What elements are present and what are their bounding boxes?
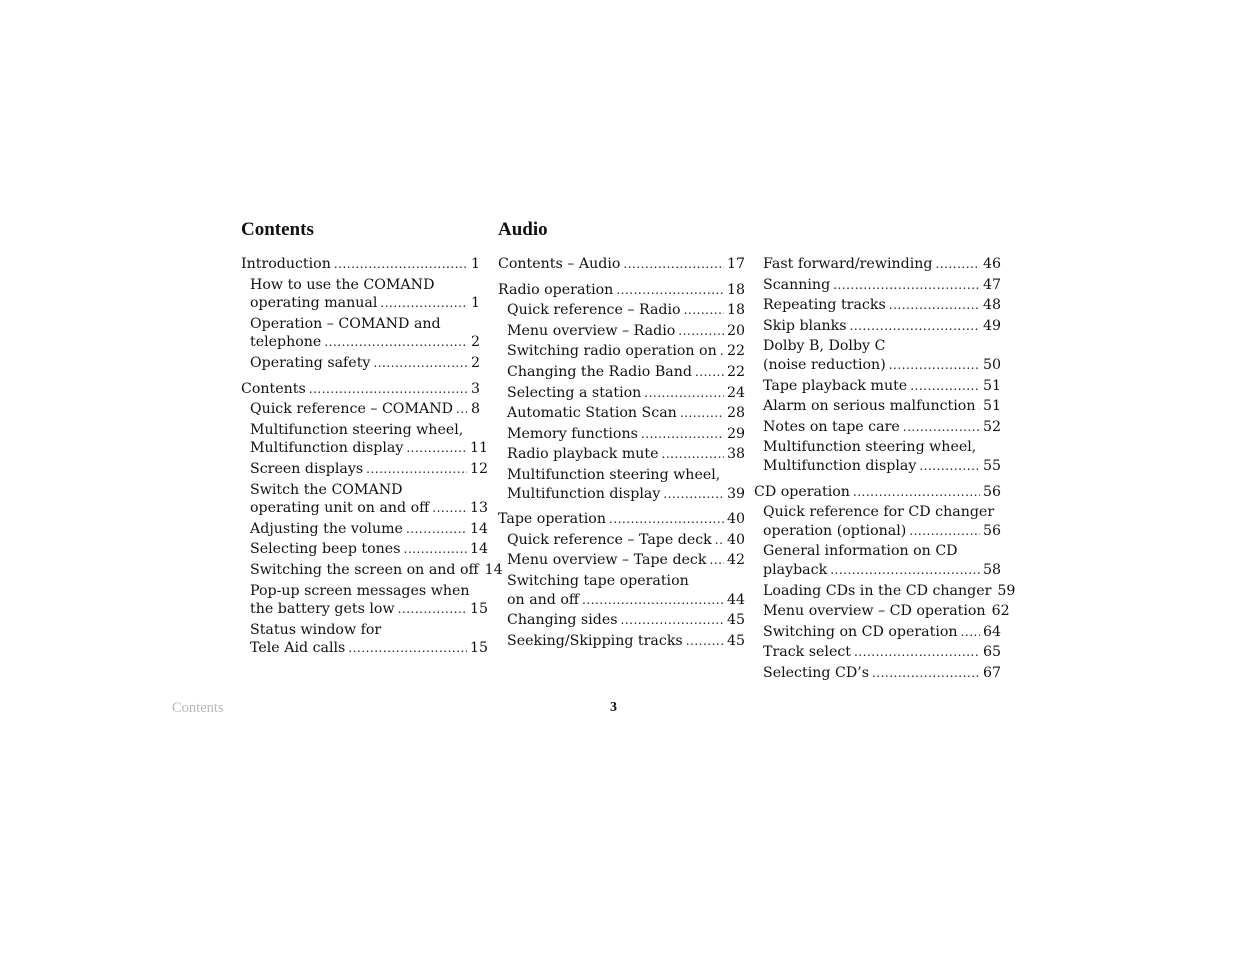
dot-leader xyxy=(662,445,724,464)
toc-entry-line xyxy=(507,301,746,320)
toc-entry-line xyxy=(763,561,1002,580)
dot-leader xyxy=(910,377,980,396)
dot-leader xyxy=(678,322,724,341)
dot-leader xyxy=(936,255,981,274)
toc-entry[interactable] xyxy=(498,610,746,631)
toc-entry-title: Switching the screen on and off xyxy=(250,561,479,578)
toc-entry-title: Multifunction display xyxy=(763,457,917,474)
toc-entry-title: operating manual xyxy=(250,295,378,312)
toc-entry-line xyxy=(763,438,993,457)
toc-entry-title: How to use the COMAND xyxy=(250,276,435,293)
dot-leader xyxy=(715,531,724,550)
dot-leader xyxy=(903,418,980,437)
dot-leader xyxy=(644,384,724,403)
toc-entry-line xyxy=(250,600,489,619)
toc-entry-line xyxy=(507,342,746,361)
toc-page-number: 42 xyxy=(727,552,746,569)
toc-column-audio xyxy=(498,218,746,651)
toc-entry[interactable] xyxy=(241,581,489,620)
toc-entry[interactable] xyxy=(498,300,746,321)
toc-page-number: 56 xyxy=(983,483,1002,500)
toc-entry[interactable] xyxy=(754,581,1016,602)
dot-leader xyxy=(695,363,724,382)
toc-page-number: 14 xyxy=(470,520,489,537)
toc-entry-title: Radio playback mute xyxy=(507,446,659,463)
toc-entry-title: Seeking/Skipping tracks xyxy=(507,632,683,649)
toc-page-number: 47 xyxy=(983,276,1002,293)
toc-entry-title: Menu overview – CD operation xyxy=(763,603,986,620)
toc-entry-line xyxy=(763,255,1002,274)
toc-entry-title: Notes on tape care xyxy=(763,418,900,435)
toc-entry[interactable] xyxy=(754,316,1002,337)
toc-entry[interactable] xyxy=(498,444,746,465)
toc-entry-line xyxy=(250,421,480,440)
dot-leader xyxy=(398,600,467,619)
toc-entry-title: Quick reference – Radio xyxy=(507,302,681,319)
toc-entry-title: Contents xyxy=(241,380,306,397)
toc-entry-title: Multifunction display xyxy=(250,440,404,457)
dot-leader xyxy=(978,397,980,416)
toc-entry-line xyxy=(507,322,746,341)
toc-entry[interactable] xyxy=(754,254,1002,275)
toc-entry-title: Memory functions xyxy=(507,425,638,442)
toc-entry-line xyxy=(250,276,480,295)
toc-page-number: 56 xyxy=(983,522,1002,539)
toc-entry[interactable] xyxy=(241,480,489,519)
toc-entry-line xyxy=(763,643,1002,662)
dot-leader xyxy=(406,439,467,458)
dot-leader xyxy=(309,380,467,399)
toc-page-number: 58 xyxy=(983,561,1002,578)
toc-page-number: 40 xyxy=(727,511,746,528)
dot-leader xyxy=(850,317,980,336)
toc-entry-line xyxy=(763,522,1002,541)
toc-entry-title: Tape operation xyxy=(498,511,606,528)
toc-entry-line xyxy=(250,639,489,658)
dot-leader xyxy=(680,404,724,423)
dot-leader xyxy=(830,561,980,580)
toc-entry-title: Loading CDs in the CD changer xyxy=(763,582,992,599)
toc-entry[interactable] xyxy=(498,383,746,404)
toc-entry[interactable] xyxy=(241,459,489,480)
toc-page-number: 14 xyxy=(470,541,489,558)
toc-entry-title: on and off xyxy=(507,591,579,608)
dot-leader xyxy=(919,457,980,476)
toc-section-entry[interactable] xyxy=(241,379,480,400)
toc-page-number: 14 xyxy=(484,561,503,578)
toc-entry-title: Quick reference – COMAND xyxy=(250,401,454,418)
toc-entry[interactable] xyxy=(754,601,1010,622)
toc-page-number: 65 xyxy=(983,644,1002,661)
toc-entry-title: Multifunction steering wheel, xyxy=(507,466,721,483)
toc-column-contents xyxy=(241,218,503,659)
toc-entry-line xyxy=(507,572,737,591)
toc-entry-line xyxy=(250,520,489,539)
toc-entry[interactable] xyxy=(498,631,746,652)
dot-leader xyxy=(961,623,980,642)
toc-entry[interactable] xyxy=(754,295,1002,316)
toc-page-number: 22 xyxy=(727,363,746,380)
toc-section-entry[interactable] xyxy=(754,482,1002,503)
dot-leader xyxy=(686,632,724,651)
toc-section-entry[interactable] xyxy=(498,509,746,530)
toc-entry-title: Track select xyxy=(763,644,852,661)
toc-entry-line xyxy=(250,333,480,352)
page-number: 3 xyxy=(610,700,617,715)
toc-entry-line xyxy=(507,466,737,485)
toc-entry-title: Multifunction steering wheel, xyxy=(250,421,464,438)
toc-entry[interactable] xyxy=(754,541,1002,580)
toc-entry-title: Operating safety xyxy=(250,354,371,371)
toc-page-number: 45 xyxy=(727,632,746,649)
toc-page-number: 18 xyxy=(727,302,746,319)
toc-entry-title: playback xyxy=(763,561,828,578)
toc-section-entry[interactable] xyxy=(498,254,746,275)
toc-entry[interactable] xyxy=(241,519,489,540)
toc-page-number: 22 xyxy=(727,343,746,360)
toc-entry-line xyxy=(507,425,746,444)
dot-leader xyxy=(833,276,980,295)
dot-leader xyxy=(621,611,724,630)
toc-entry[interactable] xyxy=(754,275,1002,296)
dot-leader xyxy=(324,333,467,352)
toc-entry[interactable] xyxy=(241,420,489,459)
toc-page-number: 18 xyxy=(727,281,746,298)
toc-entry-title: operating unit on and off xyxy=(250,500,430,517)
toc-page-number: 51 xyxy=(983,377,1002,394)
toc-entry-line xyxy=(763,582,1016,601)
toc-page-number: 29 xyxy=(727,425,746,442)
toc-entry-line xyxy=(250,315,480,334)
toc-entry-line xyxy=(250,481,480,500)
toc-page-number: 28 xyxy=(727,405,746,422)
toc-entry-title: Automatic Station Scan xyxy=(507,405,677,422)
toc-page-number: 44 xyxy=(727,591,746,608)
toc-entry[interactable] xyxy=(498,321,746,342)
toc-entry-line xyxy=(763,542,993,561)
dot-leader xyxy=(616,281,724,300)
toc-entry-line xyxy=(763,503,993,522)
toc-page-number: 38 xyxy=(727,446,746,463)
toc-entry[interactable] xyxy=(754,622,1002,643)
toc-entry-title: Quick reference – Tape deck xyxy=(507,531,712,548)
toc-page-number: 59 xyxy=(997,582,1016,599)
toc-entry-line xyxy=(250,354,480,373)
dot-leader xyxy=(684,301,724,320)
toc-page-number: 13 xyxy=(470,500,489,517)
toc-entry-line xyxy=(507,485,746,504)
toc-entry-line xyxy=(763,296,1002,315)
toc-entry[interactable] xyxy=(754,336,1002,375)
dot-leader xyxy=(366,460,467,479)
toc-entry[interactable] xyxy=(498,362,746,383)
toc-entry-line xyxy=(250,540,489,559)
toc-page-number: 46 xyxy=(983,256,1002,272)
toc-entry[interactable] xyxy=(754,376,1002,397)
toc-entry[interactable] xyxy=(498,530,746,551)
toc-page-number: 17 xyxy=(727,256,746,272)
toc-entry-line xyxy=(507,363,746,382)
dot-leader xyxy=(872,664,980,683)
toc-page-number: 3 xyxy=(470,380,480,397)
toc-entry-line xyxy=(763,397,1002,416)
toc-entry[interactable] xyxy=(498,571,746,610)
toc-entry-title: Selecting beep tones xyxy=(250,541,401,558)
toc-entry-title: the battery gets low xyxy=(250,601,395,618)
toc-entry-title: Switching tape operation xyxy=(507,572,689,589)
toc-page-number: 15 xyxy=(470,640,489,657)
toc-entry-title: Switch the COMAND xyxy=(250,481,403,498)
toc-page-number: 8 xyxy=(470,401,480,418)
toc-entry[interactable] xyxy=(241,314,480,353)
toc-entry-line xyxy=(507,611,746,630)
toc-entry-title: Fast forward/rewinding xyxy=(763,256,933,272)
toc-page-number: 20 xyxy=(727,322,746,339)
toc-page-number: 2 xyxy=(470,334,480,351)
toc-page-number: 15 xyxy=(470,601,489,618)
toc-page-number: 40 xyxy=(727,531,746,548)
toc-entry-title: Skip blanks xyxy=(763,317,847,334)
dot-leader xyxy=(406,520,467,539)
dot-leader xyxy=(663,485,724,504)
toc-section-entry[interactable] xyxy=(241,254,480,275)
dot-leader xyxy=(909,522,980,541)
toc-entry-line xyxy=(250,439,489,458)
toc-entry-title: Selecting CD’s xyxy=(763,664,869,681)
toc-entry-line xyxy=(241,255,480,274)
dot-leader xyxy=(404,540,468,559)
toc-entry-title: operation (optional) xyxy=(763,522,907,539)
toc-entry-title: Screen displays xyxy=(250,460,364,477)
toc-entry-line xyxy=(763,337,993,356)
toc-page-number: 64 xyxy=(983,623,1002,640)
dot-leader xyxy=(641,425,724,444)
toc-entry-line xyxy=(763,276,1002,295)
dot-leader xyxy=(853,483,980,502)
toc-entry[interactable] xyxy=(754,417,1002,438)
dot-leader xyxy=(623,255,724,274)
toc-entry-title: Tape playback mute xyxy=(763,377,908,394)
toc-entry-title: Selecting a station xyxy=(507,384,642,401)
toc-page-number: 12 xyxy=(470,460,489,477)
toc-entry-title: General information on CD xyxy=(763,543,958,560)
toc-entry-title: Alarm on serious malfunction xyxy=(763,398,976,415)
toc-entry-line xyxy=(250,294,480,313)
toc-entry-line xyxy=(250,400,480,419)
toc-entry[interactable] xyxy=(241,353,480,374)
dot-leader xyxy=(720,342,724,361)
toc-entry-line xyxy=(241,380,480,399)
dot-leader xyxy=(582,591,724,610)
toc-page-number: 24 xyxy=(727,384,746,401)
toc-entry-line xyxy=(250,499,489,518)
dot-leader xyxy=(709,551,724,570)
dot-leader xyxy=(889,356,980,375)
column-heading: Contents xyxy=(241,219,314,240)
dot-leader xyxy=(348,639,467,658)
toc-entry-line xyxy=(507,591,746,610)
dot-leader xyxy=(854,643,980,662)
toc-entry-line xyxy=(507,551,746,570)
toc-page-number: 62 xyxy=(991,603,1010,620)
dot-leader xyxy=(380,294,467,313)
toc-entry-line xyxy=(498,510,746,529)
toc-entry-line xyxy=(754,483,1002,502)
toc-page-number: 1 xyxy=(470,256,480,272)
toc-entry[interactable] xyxy=(241,275,480,314)
toc-entry[interactable] xyxy=(754,437,1002,476)
toc-entry-line xyxy=(250,460,489,479)
toc-entry[interactable] xyxy=(498,341,746,362)
toc-entry-title: Introduction xyxy=(241,256,331,272)
column-heading xyxy=(754,218,993,242)
toc-entry-title: Tele Aid calls xyxy=(250,640,346,657)
toc-section-entry[interactable] xyxy=(498,280,746,301)
toc-entry-title: Radio operation xyxy=(498,281,614,298)
toc-entry-line xyxy=(763,356,1002,375)
toc-entry-title: Menu overview – Radio xyxy=(507,322,676,339)
toc-entry-title: Switching radio operation on xyxy=(507,343,717,360)
dot-leader xyxy=(334,255,467,274)
toc-entry-title: Multifunction steering wheel, xyxy=(763,439,977,456)
toc-entry-line xyxy=(250,582,480,601)
toc-entry-line xyxy=(498,281,746,300)
dot-leader xyxy=(889,296,980,315)
toc-entry-title: CD operation xyxy=(754,483,850,500)
toc-entry-line xyxy=(250,561,503,580)
toc-entry-line xyxy=(507,531,746,550)
toc-entry-title: telephone xyxy=(250,334,322,351)
toc-entry-line xyxy=(763,377,1002,396)
toc-page-number: 50 xyxy=(983,356,1002,373)
toc-entry-line xyxy=(507,632,746,651)
toc-entry-line xyxy=(763,602,1010,621)
column-heading: Audio xyxy=(498,219,548,240)
toc-page-number: 45 xyxy=(727,612,746,629)
toc-entry[interactable] xyxy=(241,560,503,581)
toc-entry[interactable] xyxy=(498,550,746,571)
toc-page-number: 39 xyxy=(727,485,746,502)
toc-page-number: 49 xyxy=(983,317,1002,334)
toc-entry[interactable] xyxy=(754,663,1002,684)
toc-entry-title: Multifunction display xyxy=(507,485,661,502)
toc-entry[interactable] xyxy=(754,642,1002,663)
toc-entry[interactable] xyxy=(241,539,489,560)
toc-entry-line xyxy=(763,418,1002,437)
toc-entry-line xyxy=(507,445,746,464)
dot-leader xyxy=(432,499,467,518)
toc-entry-title: Dolby B, Dolby C xyxy=(763,338,886,355)
toc-entry[interactable] xyxy=(241,399,480,420)
toc-entry-title: Contents – Audio xyxy=(498,256,621,272)
toc-entry[interactable] xyxy=(498,403,746,424)
toc-entry-line xyxy=(763,664,1002,683)
toc-entry[interactable] xyxy=(754,396,1002,417)
toc-entry[interactable] xyxy=(754,502,1002,541)
toc-page-number: 52 xyxy=(983,418,1002,435)
toc-page-number: 1 xyxy=(470,295,480,312)
toc-entry-title: Operation – COMAND and xyxy=(250,315,441,332)
dot-leader xyxy=(609,510,724,529)
toc-entry-title: Changing sides xyxy=(507,612,618,629)
footer-section-label: Contents xyxy=(172,700,224,716)
toc-page-number: 55 xyxy=(983,457,1002,474)
toc-entry-title: Menu overview – Tape deck xyxy=(507,552,707,569)
toc-page-number: 51 xyxy=(983,398,1002,415)
toc-entry-title: Repeating tracks xyxy=(763,297,886,314)
toc-entry-title: Scanning xyxy=(763,276,831,293)
toc-page-number: 67 xyxy=(983,664,1002,681)
toc-entry-line xyxy=(763,623,1002,642)
toc-entry-title: Status window for xyxy=(250,621,382,638)
toc-entry-line xyxy=(250,621,480,640)
toc-column-audio-continued xyxy=(754,218,1016,683)
toc-page-number: 48 xyxy=(983,297,1002,314)
toc-page-number: 2 xyxy=(470,354,480,371)
toc-entry-title: Changing the Radio Band xyxy=(507,363,692,380)
toc-entry-line xyxy=(498,255,746,274)
toc-entry-title: (noise reduction) xyxy=(763,356,886,373)
toc-entry[interactable] xyxy=(498,465,746,504)
toc-entry-line xyxy=(763,457,1002,476)
toc-entry-line xyxy=(507,404,746,423)
toc-entry-title: Pop-up screen messages when xyxy=(250,582,470,599)
toc-entry-title: Switching on CD operation xyxy=(763,623,958,640)
toc-entry-title: Adjusting the volume xyxy=(250,520,403,537)
toc-entry[interactable] xyxy=(241,620,489,659)
toc-entry[interactable] xyxy=(498,424,746,445)
dot-leader xyxy=(456,400,467,419)
toc-entry-line xyxy=(507,384,746,403)
toc-entry-line xyxy=(763,317,1002,336)
dot-leader xyxy=(373,354,467,373)
toc-entry-title: Quick reference for CD changer xyxy=(763,504,995,521)
toc-page-number: 11 xyxy=(470,440,489,457)
